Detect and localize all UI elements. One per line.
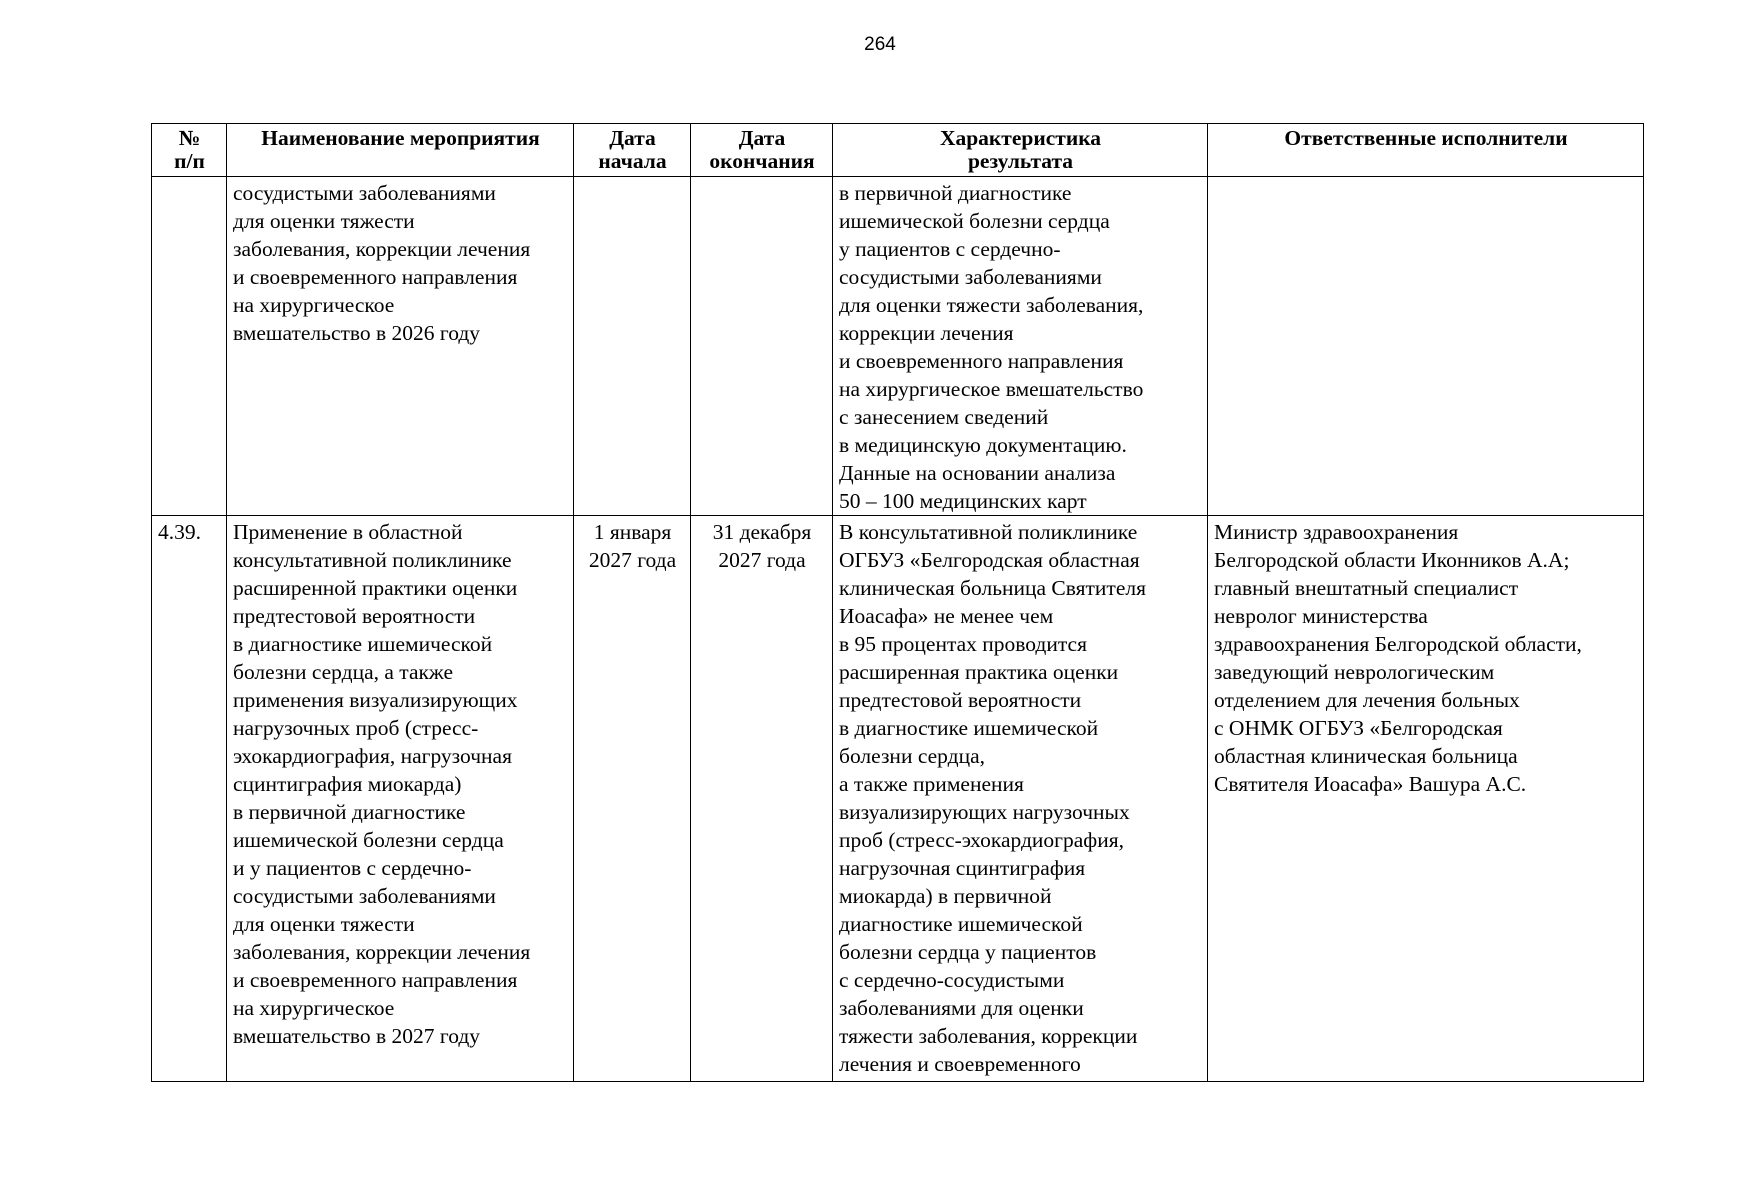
header-result: Характеристика результата <box>833 124 1208 177</box>
page-number: 264 <box>864 34 896 55</box>
cell-responsible: Министр здравоохранения Белгородской области Иконников А.А; главный внештатный специалист невролог министерства здравоохранения Белгородской области, заведующий неврологическим отделением для лечения больных с ОНМК ОГБУЗ «Белгородская областная клиническая больница Святителя Иоасафа» Вашура А.С. <box>1208 516 1644 1082</box>
header-responsible: Ответственные исполнители <box>1208 124 1644 177</box>
cell-end-date <box>691 177 833 516</box>
cell-activity-name: сосудистыми заболеваниями для оценки тяжести заболевания, коррекции лечения и своевременного направления на хирургическое вмешательство в 2026 году <box>227 177 574 516</box>
activities-table <box>151 123 1644 1082</box>
header-activity-name: Наименование мероприятия <box>227 124 574 177</box>
header-end-date: Дата окончания <box>691 124 833 177</box>
cell-result: в первичной диагностике ишемической болезни сердца у пациентов с сердечно- сосудистыми заболеваниями для оценки тяжести заболевания, коррекции лечения и своевременного направления на хирургическое вмешательство с занесением сведений в медицинскую документацию. Данные на основании анализа 50 – 100 медицинских карт <box>833 177 1208 516</box>
table-row <box>152 516 1644 1082</box>
cell-number <box>152 177 227 516</box>
cell-responsible <box>1208 177 1644 516</box>
header-number: № п/п <box>152 124 227 177</box>
cell-result: В консультативной поликлинике ОГБУЗ «Белгородская областная клиническая больница Святителя Иоасафа» не менее чем в 95 процентах проводится расширенная практика оценки предтестовой вероятности в диагностике ишемической болезни сердца, а также применения визуализирующих нагрузочных проб (стресс-эхокардиография, нагрузочная сцинтиграфия миокарда) в первичной диагностике ишемической болезни сердца у пациентов с сердечно-сосудистыми заболеваниями для оценки тяжести заболевания, коррекции лечения и своевременного <box>833 516 1208 1082</box>
cell-number: 4.39. <box>152 516 227 1082</box>
cell-start-date: 1 января 2027 года <box>574 516 691 1082</box>
table-row <box>152 177 1644 516</box>
cell-activity-name: Применение в областной консультативной поликлинике расширенной практики оценки предтестовой вероятности в диагностике ишемической болезни сердца, а также применения визуализирующих нагрузочных проб (стресс- эхокардиография, нагрузочная сцинтиграфия миокарда) в первичной диагностике ишемической болезни сердца и у пациентов с сердечно- сосудистыми заболеваниями для оценки тяжести заболевания, коррекции лечения и своевременного направления на хирургическое вмешательство в 2027 году <box>227 516 574 1082</box>
cell-end-date: 31 декабря 2027 года <box>691 516 833 1082</box>
table-header-row <box>152 124 1644 177</box>
header-start-date: Дата начала <box>574 124 691 177</box>
cell-start-date <box>574 177 691 516</box>
